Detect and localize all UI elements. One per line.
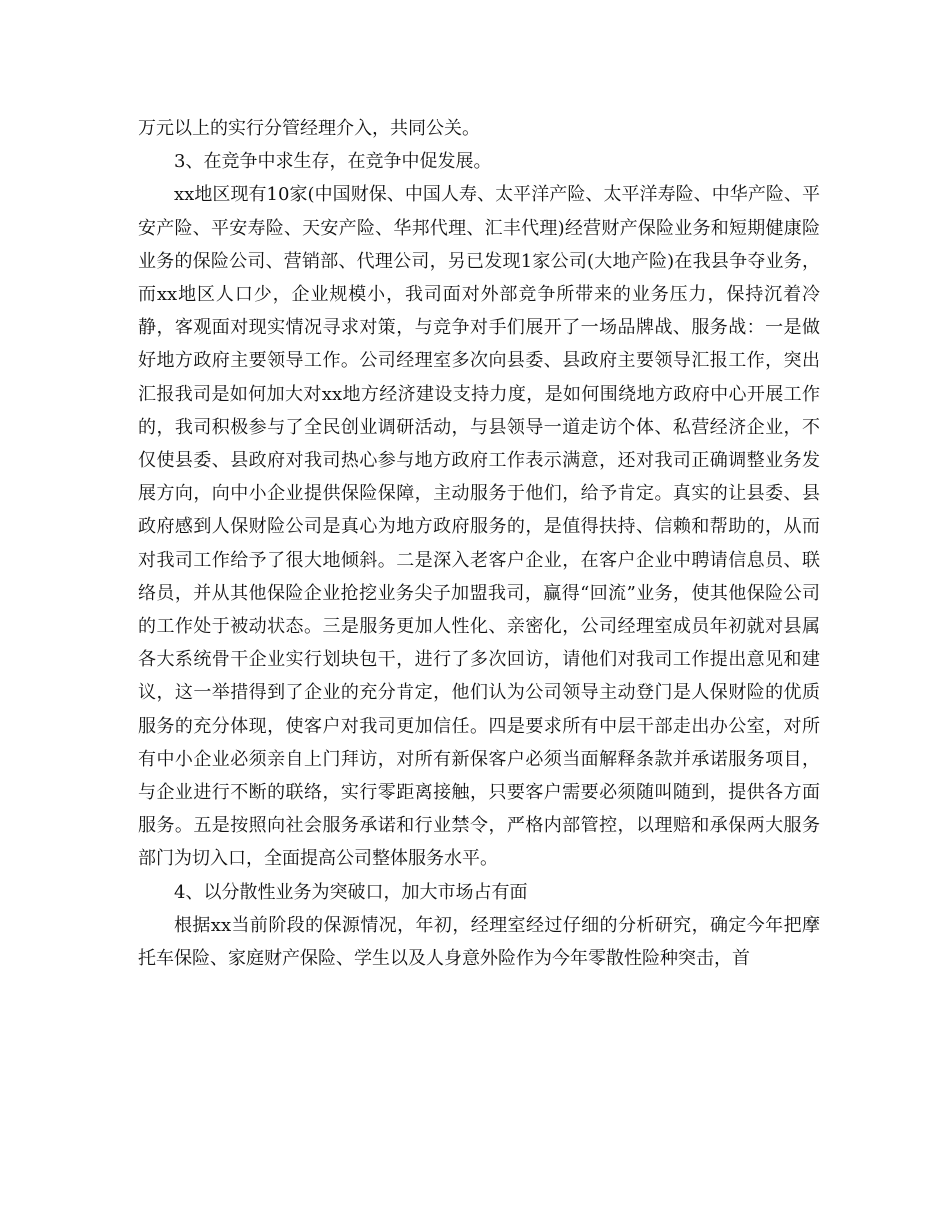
section-heading-3: 3、在竞争中求生存，在竞争中促发展。 [174, 151, 492, 173]
paragraph-continuation: 万元以上的实行分管经理介入，共同公关。 [138, 118, 480, 139]
section-heading-4: 4、以分散性业务为突破口，加大市场占有面 [174, 881, 528, 903]
document-body [138, 112, 820, 975]
paragraph-competition: xx地区现有10家(中国财保、中国人寿、太平洋产险、太平洋寿险、中华产险、平安产险、平安寿险、天安产险、华邦代理、汇丰代理)经营财产保险业务和短期健康险业务的保险公司、营销部、代理公司，另已发现1家公司(大地产险)在我县争夺业务，而xx地区人口少，企业规模小，我司面对外部竞争所带来的业务压力，保持沉着冷静，客观面对现实情况寻求对策，与竞争对手们展开了一场品牌战、服务战：一是做好地方政府主要领导工作。公司经理室多次向县委、县政府主要领导汇报工作，突出汇报我司是如何加大对xx地方经济建设支持力度，是如何围绕地方政府中心开展工作的，我司积极参与了全民创业调研活动，与县领导一道走访个体、私营经济企业，不仅使县委、县政府对我司热心参与地方政府工作表示满意，还对我司正确调整业务发展方向，向中小企业提供保险保障，主动服务于他们，给予肯定。真实的让县委、县政府感到人保财险公司是真心为地方政府服务的，是值得扶持、信赖和帮助的，从而对我司工作给予了很大地倾斜。二是深入老客户企业，在客户企业中聘请信息员、联络员，并从其他保险企业抢挖业务尖子加盟我司，赢得“回流”业务，使其他保险公司的工作处于被动状态。三是服务更加人性化、亲密化，公司经理室成员年初就对县属各大系统骨干企业实行划块包干，进行了多次回访，请他们对我司工作提出意见和建议，这一举措得到了企业的充分肯定，他们认为公司领导主动登门是人保财险的优质服务的充分体现，使客户对我司更加信任。四是要求所有中层干部走出办公室，对所有中小企业必须亲自上门拜访，对所有新保客户必须当面解释条款并承诺服务项目，与企业进行不断的联络，实行零距离接触，只要客户需要必须随叫随到，提供各方面服务。五是按照向社会服务承诺和行业禁令，严格内部管控，以理赔和承保两大服务部门为切入口，全面提高公司整体服务水平。 [138, 184, 820, 870]
paragraph-market: 根据xx当前阶段的保源情况，年初，经理室经过仔细的分析研究，确定今年把摩托车保险、家庭财产保险、学生以及人身意外险作为今年零散性险种突击，首 [138, 914, 820, 970]
